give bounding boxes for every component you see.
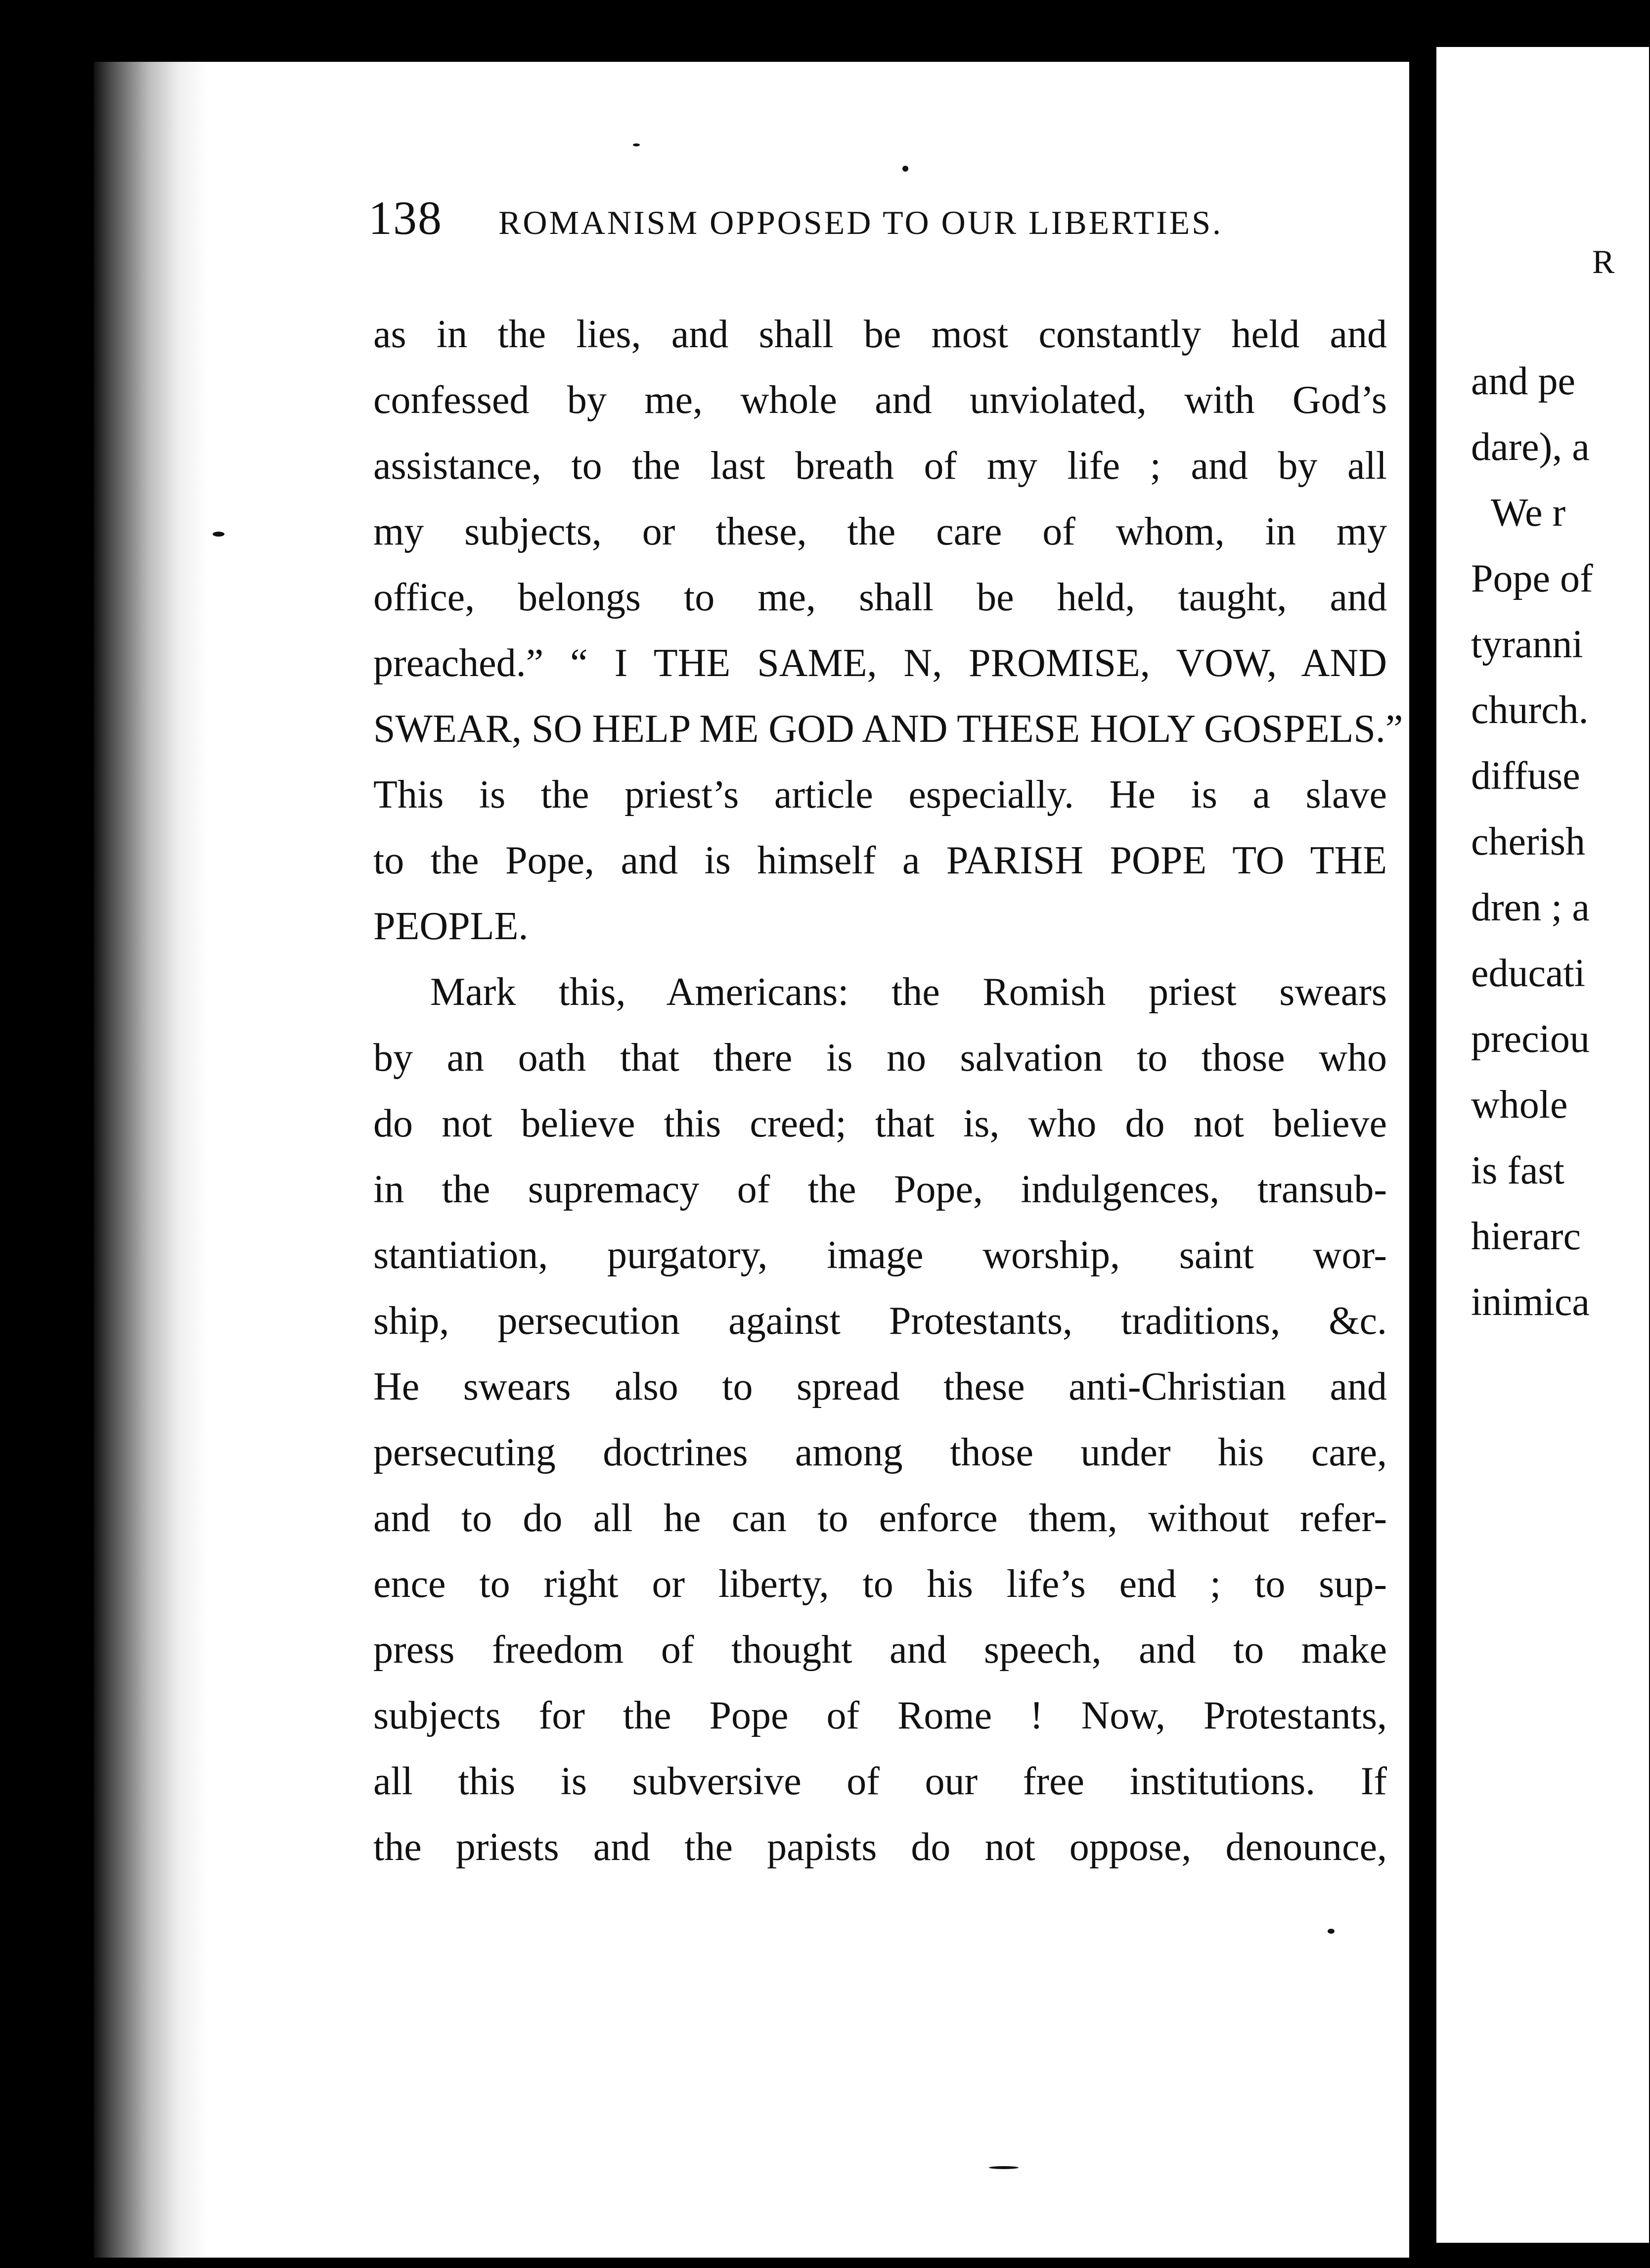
- facing-page: [1436, 47, 1649, 2243]
- text-line: as in the lies, and shall be most constantly held and: [373, 313, 1387, 356]
- body-text: [373, 302, 1403, 1880]
- scan-speck: [902, 166, 908, 172]
- text-line: to the Pope, and is himself a PARISH POPE TO THE: [373, 839, 1387, 882]
- facing-text-line: is fast: [1471, 1149, 1564, 1192]
- text-line: SWEAR, SO HELP ME GOD AND THESE HOLY GOSPELS.”: [373, 707, 1403, 751]
- text-line: preached.” “ I THE SAME, N, PROMISE, VOW, AND: [373, 641, 1387, 685]
- text-line: confessed by me, whole and unviolated, with God’s: [373, 378, 1387, 422]
- running-title: ROMANISM OPPOSED TO OUR LIBERTIES.: [498, 204, 1223, 241]
- facing-text-line: cherish: [1471, 820, 1586, 863]
- text-line: by an oath that there is no salvation to those who: [373, 1036, 1387, 1080]
- text-line: do not believe this creed; that is, who do not believe: [373, 1102, 1387, 1145]
- text-line: subjects for the Pope of Rome ! Now, Protestants,: [373, 1694, 1387, 1737]
- text-line: He swears also to spread these anti-Christian and: [373, 1365, 1387, 1408]
- text-line: persecuting doctrines among those under his care,: [373, 1431, 1387, 1474]
- text-line: all this is subversive of our free institutions. If: [373, 1760, 1387, 1803]
- facing-text-line: church.: [1471, 688, 1589, 732]
- text-line: the priests and the papists do not oppose, denounce,: [373, 1825, 1387, 1869]
- facing-text-line: tyranni: [1471, 623, 1583, 666]
- facing-page-header: R: [1592, 243, 1615, 280]
- text-line: press freedom of thought and speech, and to make: [373, 1628, 1387, 1672]
- text-line: and to do all he can to enforce them, without refer-: [373, 1497, 1387, 1540]
- text-line: in the supremacy of the Pope, indulgences, transub-: [373, 1168, 1387, 1211]
- facing-text-line: diffuse: [1471, 754, 1580, 798]
- facing-text-line: dare), a: [1471, 425, 1590, 469]
- facing-text-line: We r: [1491, 491, 1566, 535]
- text-line: assistance, to the last breath of my life ; and by all: [373, 444, 1387, 488]
- text-line: ence to right or liberty, to his life’s end ; to sup-: [373, 1562, 1387, 1606]
- scan-speck: [633, 143, 640, 146]
- facing-text-line: preciou: [1471, 1017, 1590, 1061]
- page-gutter-shadow: [94, 62, 208, 2258]
- page-number: 138: [368, 191, 443, 244]
- facing-text-line: whole: [1471, 1083, 1568, 1127]
- facing-text-line: and pe: [1471, 360, 1576, 403]
- text-line: Mark this, Americans: the Romish priest swears: [430, 970, 1387, 1014]
- text-line: ship, persecution against Protestants, traditions, &c.: [373, 1299, 1387, 1343]
- text-line: office, belongs to me, shall be held, taught, and: [373, 576, 1387, 619]
- text-line: This is the priest’s article especially. He is a slave: [373, 773, 1387, 816]
- scan-speck: [1328, 1929, 1335, 1934]
- scan-speck: [213, 532, 224, 537]
- facing-text-line: dren ; a: [1471, 886, 1590, 929]
- text-line: my subjects, or these, the care of whom, in my: [373, 510, 1387, 553]
- text-line: PEOPLE.: [373, 905, 529, 948]
- facing-text-line: Pope of: [1471, 557, 1593, 600]
- page-header: [368, 190, 1223, 245]
- facing-text-line: educati: [1471, 952, 1585, 995]
- facing-text-line: inimica: [1471, 1280, 1590, 1324]
- text-line: stantiation, purgatory, image worship, saint wor-: [373, 1233, 1387, 1277]
- scan-speck: [989, 2166, 1019, 2169]
- facing-text-line: hierarc: [1471, 1215, 1581, 1258]
